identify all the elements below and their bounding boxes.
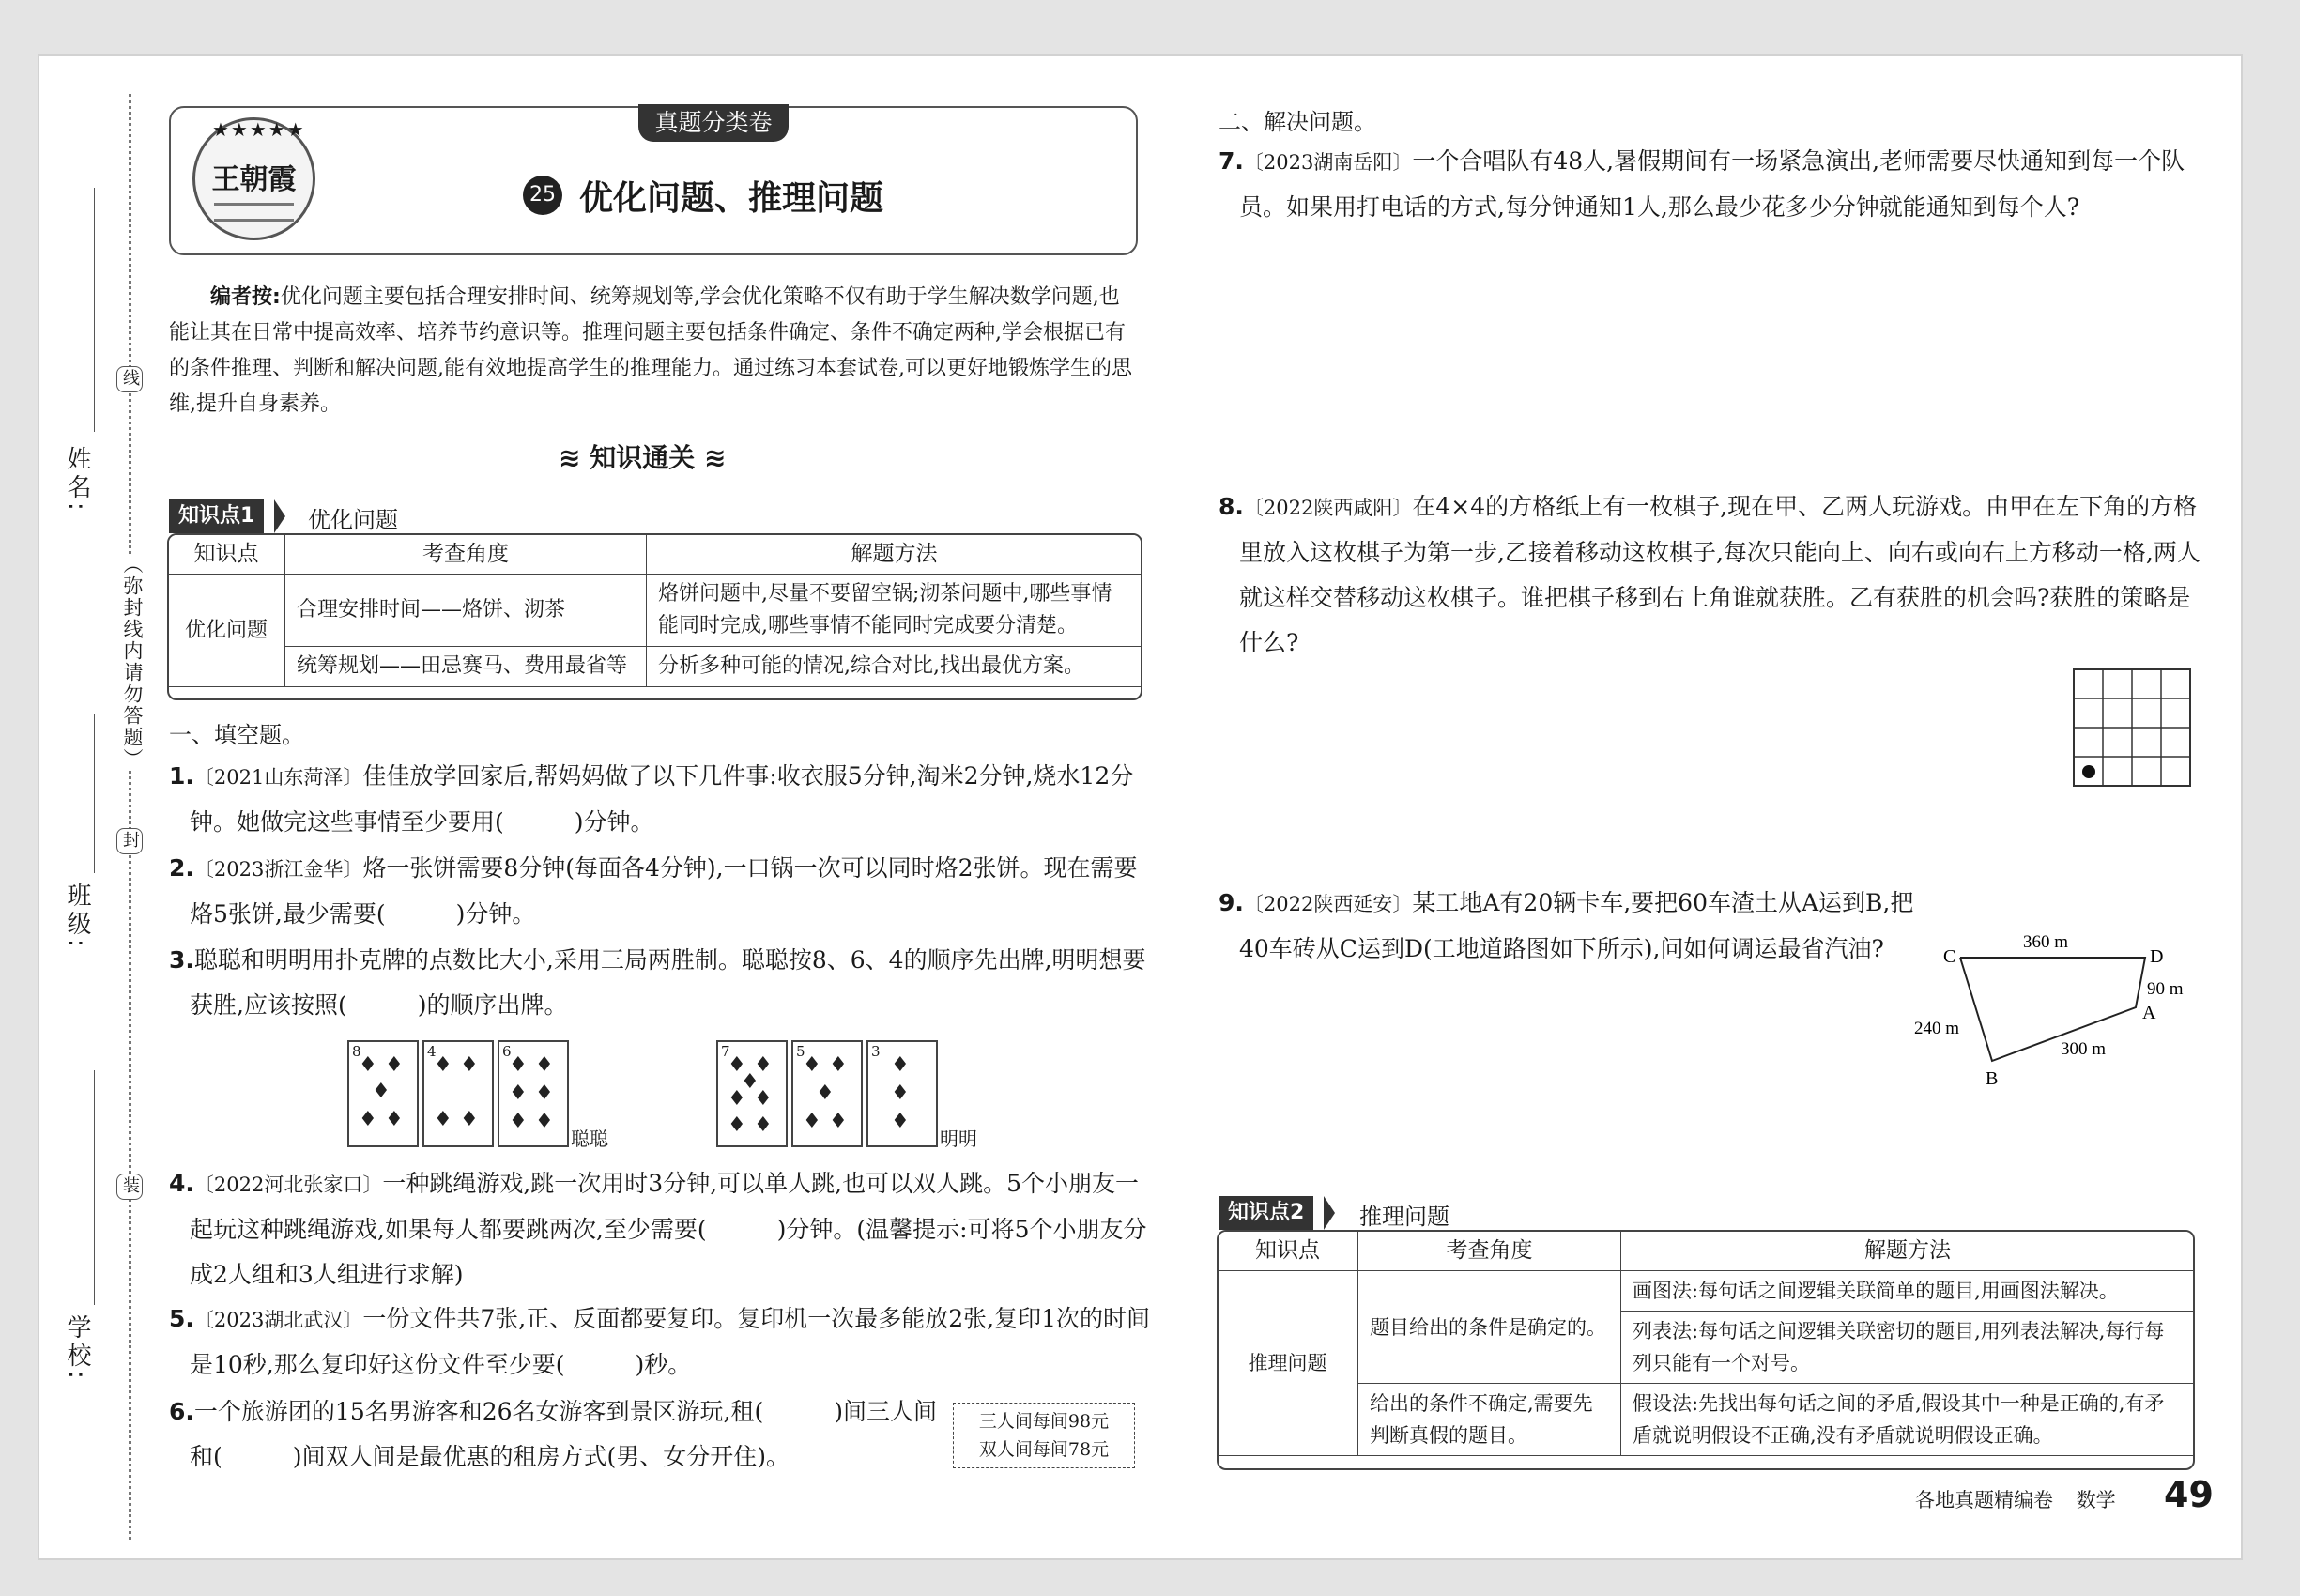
question-number: 5. xyxy=(169,1305,194,1332)
road-map-diagram xyxy=(1906,925,2206,1094)
page-title: 优化问题、推理问题 xyxy=(579,179,884,218)
question-number: 2. xyxy=(169,854,194,882)
question-6 xyxy=(169,1389,941,1480)
question-source: 〔2022河北张家口〕 xyxy=(193,1174,383,1196)
diamond-icon: ♦ xyxy=(803,1053,821,1077)
kp1-table-frame xyxy=(167,533,1142,700)
part2-title: 二、解决问题。 xyxy=(1219,109,1376,135)
question-8 xyxy=(1219,484,2213,666)
chess-piece xyxy=(2082,765,2095,778)
kp1-header-topic: 知识点 xyxy=(168,534,285,575)
kp2-method-list: 列表法:每句话之间逻辑关联密切的题目,用列表法解决,每行每列只能有一个对号。 xyxy=(1621,1312,2195,1384)
bind-mark: 装 xyxy=(116,1174,143,1200)
kp2-header-topic: 知识点 xyxy=(1218,1231,1358,1271)
wave-icon: ≋ xyxy=(703,442,727,473)
logo-stars: ★★★★★ xyxy=(212,118,306,141)
brand-logo xyxy=(192,117,315,240)
diamond-icon: ♦ xyxy=(754,1053,773,1077)
diamond-icon: ♦ xyxy=(535,1082,554,1105)
question-3 xyxy=(169,938,1157,1028)
logo-name: 王朝霞 xyxy=(211,163,297,196)
price-box xyxy=(953,1403,1135,1468)
name-blank xyxy=(94,188,95,432)
no-answer-note: （弥封线内请勿答题） xyxy=(118,554,146,770)
diamond-icon: ♦ xyxy=(728,1113,746,1137)
seal-mark: 封 xyxy=(116,828,143,854)
question-number: 9. xyxy=(1219,889,1244,916)
question-text: 某工地A有20辆卡车,要把60车渣土从A运到B,把40车砖从C运到D(工地道路图如下所示),问如何调运最省汽油? xyxy=(1239,889,1914,962)
kp2-badge-arrow xyxy=(1324,1196,1335,1230)
question-9 xyxy=(1219,881,1915,972)
edge-da: 90 m xyxy=(2147,979,2184,999)
table-row xyxy=(168,575,1142,647)
footer xyxy=(1915,1485,2116,1513)
part1-title: 一、填空题。 xyxy=(169,722,304,748)
class-label: 班级: xyxy=(63,882,91,951)
kp1-badge-arrow xyxy=(274,499,285,533)
exam-type-tab: 真题分类卷 xyxy=(638,104,789,142)
playing-card xyxy=(716,1040,788,1147)
question-source: 〔2022陕西延安〕 xyxy=(1243,893,1413,915)
question-number: 6. xyxy=(169,1398,194,1425)
diamond-icon: ♦ xyxy=(385,1053,404,1077)
editor-note xyxy=(169,280,1136,422)
diamond-icon: ♦ xyxy=(535,1110,554,1133)
diamond-icon: ♦ xyxy=(816,1082,835,1105)
footer-subject: 数学 xyxy=(2076,1489,2116,1512)
question-source: 〔2023湖北武汉〕 xyxy=(193,1309,363,1331)
kp2-header-angle: 考查角度 xyxy=(1358,1231,1621,1271)
question-5 xyxy=(169,1297,1157,1388)
edge-bc: 240 m xyxy=(1914,1019,1960,1038)
price-triple: 三人间每间98元 xyxy=(978,1411,1110,1432)
question-7 xyxy=(1219,139,2213,230)
kp2-header-method: 解题方法 xyxy=(1621,1231,2195,1271)
wave-icon: ≋ xyxy=(559,442,581,473)
dotted-cut-line xyxy=(129,94,131,1540)
kp2-angle-1: 题目给出的条件是确定的。 xyxy=(1358,1271,1621,1384)
editor-note-text: 优化问题主要包括合理安排时间、统筹规划等,学会优化策略不仅有助于学生解决数学问题,也能让其在日常中提高效率、培养节约意识等。推理问题主要包括条件确定、条件不确定两种,学会根据已有的条件推理、判断和解决问题,能有效地提高学生的推理能力。通过练习本套试卷,可以更好地锻炼学生的思维,提升自身素养。 xyxy=(169,285,1132,416)
question-text: 在4×4的方格纸上有一枚棋子,现在甲、乙两人玩游戏。由甲在左下角的方格里放入这枚棋子为第一步,乙接着移动这枚棋子,每次只能向上、向右或向右上方移动一格,两人就这样交替移动这枚棋子。谁把棋子移到右上角谁就获胜。乙有获胜的机会吗?获胜的策略是什么? xyxy=(1239,493,2200,656)
diamond-icon: ♦ xyxy=(803,1110,821,1133)
kp2-title: 推理问题 xyxy=(1359,1204,1449,1230)
playing-card xyxy=(498,1040,569,1147)
kp2-angle-2: 给出的条件不确定,需要先判断真假的题目。 xyxy=(1358,1384,1621,1456)
logo-waves xyxy=(214,203,294,222)
kp1-header-method: 解题方法 xyxy=(647,534,1142,575)
name-label: 姓名: xyxy=(63,446,91,514)
mingming-label: 明明 xyxy=(940,1128,977,1150)
card-rank: 8 xyxy=(352,1043,361,1060)
diamond-icon: ♦ xyxy=(535,1053,554,1077)
playing-card xyxy=(866,1040,938,1147)
card-rank: 3 xyxy=(871,1043,881,1060)
chess-grid xyxy=(2073,668,2191,787)
point-d: D xyxy=(2150,946,2164,967)
congcong-label: 聪聪 xyxy=(571,1128,608,1150)
topic-number: 25 xyxy=(523,176,562,215)
editor-note-lead: 编者按: xyxy=(210,285,281,309)
kp2-method-draw: 画图法:每句话之间逻辑关联简单的题目,用画图法解决。 xyxy=(1621,1271,2195,1312)
point-c: C xyxy=(1943,946,1956,967)
footer-book: 各地真题精编卷 xyxy=(1915,1489,2053,1512)
kp2-table xyxy=(1217,1230,2195,1456)
class-blank xyxy=(94,714,95,873)
table-row xyxy=(1218,1384,2195,1456)
diamond-icon: ♦ xyxy=(891,1110,910,1133)
question-2 xyxy=(169,846,1157,937)
school-label: 学校: xyxy=(63,1314,91,1383)
diamond-icon: ♦ xyxy=(372,1080,391,1103)
question-text: 一个合唱队有48人,暑假期间有一场紧急演出,老师需要尽快通知到每一个队员。如果用打电话的方式,每分钟通知1人,那么最少花多少分钟就能通知到每个人? xyxy=(1239,147,2185,221)
playing-card xyxy=(422,1040,494,1147)
question-text: 一份文件共7张,正、反面都要复印。复印机一次最多能放2张,复印1次的时间是10秒,那么复印好这份文件至少要( )秒。 xyxy=(190,1305,1150,1378)
diamond-icon: ♦ xyxy=(359,1108,377,1131)
question-4 xyxy=(169,1161,1157,1297)
kp2-badge: 知识点2 xyxy=(1219,1196,1313,1230)
line-mark: 线 xyxy=(116,366,143,392)
question-number: 4. xyxy=(169,1170,194,1197)
question-source: 〔2021山东菏泽〕 xyxy=(193,766,363,789)
kp1-table xyxy=(167,533,1142,687)
kp1-method-2: 分析多种可能的情况,综合对比,找出最优方案。 xyxy=(647,647,1142,687)
diamond-icon: ♦ xyxy=(434,1108,452,1131)
question-number: 3. xyxy=(169,946,194,974)
question-text: 佳佳放学回家后,帮妈妈做了以下几件事:收衣服5分钟,淘米2分钟,烧水12分钟。她做完这些事情至少要用( )分钟。 xyxy=(190,762,1134,836)
question-source: 〔2022陕西咸阳〕 xyxy=(1243,497,1413,519)
question-source: 〔2023湖南岳阳〕 xyxy=(1243,151,1413,174)
diamond-icon: ♦ xyxy=(829,1053,848,1077)
question-text: 烙一张饼需要8分钟(每面各4分钟),一口锅一次可以同时烙2张饼。现在需要烙5张饼,最少需要( )分钟。 xyxy=(190,854,1138,928)
diamond-icon: ♦ xyxy=(891,1053,910,1077)
diamond-icon: ♦ xyxy=(754,1113,773,1137)
school-blank xyxy=(94,1070,95,1305)
question-number: 1. xyxy=(169,762,194,790)
question-text: 一种跳绳游戏,跳一次用时3分钟,可以单人跳,也可以双人跳。5个小朋友一起玩这种跳绳游戏,如果每人都要跳两次,至少需要( )分钟。(温馨提示:可将5个小朋友分成2人组和3人组进行求解) xyxy=(190,1170,1147,1288)
page-number: 49 xyxy=(2164,1474,2214,1515)
diamond-icon: ♦ xyxy=(891,1082,910,1105)
diamond-icon: ♦ xyxy=(460,1108,479,1131)
card-rank: 6 xyxy=(502,1043,512,1060)
playing-card xyxy=(791,1040,863,1147)
diamond-icon: ♦ xyxy=(460,1053,479,1077)
kp1-topic: 优化问题 xyxy=(168,575,285,687)
diamond-icon: ♦ xyxy=(434,1053,452,1077)
price-double: 双人间每间78元 xyxy=(978,1439,1110,1460)
edge-cd: 360 m xyxy=(2023,932,2069,952)
table-row xyxy=(1218,1271,2195,1312)
kp1-title: 优化问题 xyxy=(308,507,398,533)
point-b: B xyxy=(1986,1068,1999,1089)
question-number: 7. xyxy=(1219,147,1244,175)
diamond-icon: ♦ xyxy=(754,1087,773,1111)
card-rank: 4 xyxy=(427,1043,437,1060)
question-text: 一个旅游团的15名男游客和26名女游客到景区游玩,租( )间三人间和( )间双人间是最优惠的租房方式(男、女分开住)。 xyxy=(190,1398,937,1470)
kp1-angle-1: 合理安排时间——烙饼、沏茶 xyxy=(285,575,647,647)
table-row xyxy=(168,647,1142,687)
diamond-icon: ♦ xyxy=(509,1110,528,1133)
point-a: A xyxy=(2142,1003,2156,1023)
kp1-angle-2: 统筹规划——田忌赛马、费用最省等 xyxy=(285,647,647,687)
kp1-method-1: 烙饼问题中,尽量不要留空锅;沏茶问题中,哪些事情能同时完成,哪些事情不能同时完成要分清楚。 xyxy=(647,575,1142,647)
diamond-icon: ♦ xyxy=(509,1053,528,1077)
diamond-icon: ♦ xyxy=(741,1070,759,1094)
card-rank: 7 xyxy=(721,1043,730,1060)
question-1 xyxy=(169,754,1157,845)
diamond-icon: ♦ xyxy=(829,1110,848,1133)
question-number: 8. xyxy=(1219,493,1244,520)
kp1-badge: 知识点1 xyxy=(169,499,264,533)
question-source: 〔2023浙江金华〕 xyxy=(193,858,363,881)
edge-ab: 300 m xyxy=(2061,1039,2107,1059)
question-text: 聪聪和明明用扑克牌的点数比大小,采用三局两胜制。聪聪按8、6、4的顺序先出牌,明明想要获胜,应该按照( )的顺序出牌。 xyxy=(190,946,1146,1019)
kp1-header-angle: 考查角度 xyxy=(285,534,647,575)
card-rank: 5 xyxy=(796,1043,805,1060)
binding-margin xyxy=(39,56,152,1558)
kp2-topic: 推理问题 xyxy=(1218,1271,1358,1456)
section-title-text: 知识通关 xyxy=(590,442,696,473)
playing-card xyxy=(347,1040,419,1147)
section-title xyxy=(559,437,726,475)
diamond-icon: ♦ xyxy=(385,1108,404,1131)
diamond-icon: ♦ xyxy=(359,1053,377,1077)
diamond-icon: ♦ xyxy=(509,1082,528,1105)
diamond-icon: ♦ xyxy=(728,1087,746,1111)
kp2-table-frame xyxy=(1217,1230,2195,1470)
diamond-icon: ♦ xyxy=(728,1053,746,1077)
kp2-method-assume: 假设法:先找出每句话之间的矛盾,假设其中一种是正确的,有矛盾就说明假设不正确,没有矛盾就说明假设正确。 xyxy=(1621,1384,2195,1456)
